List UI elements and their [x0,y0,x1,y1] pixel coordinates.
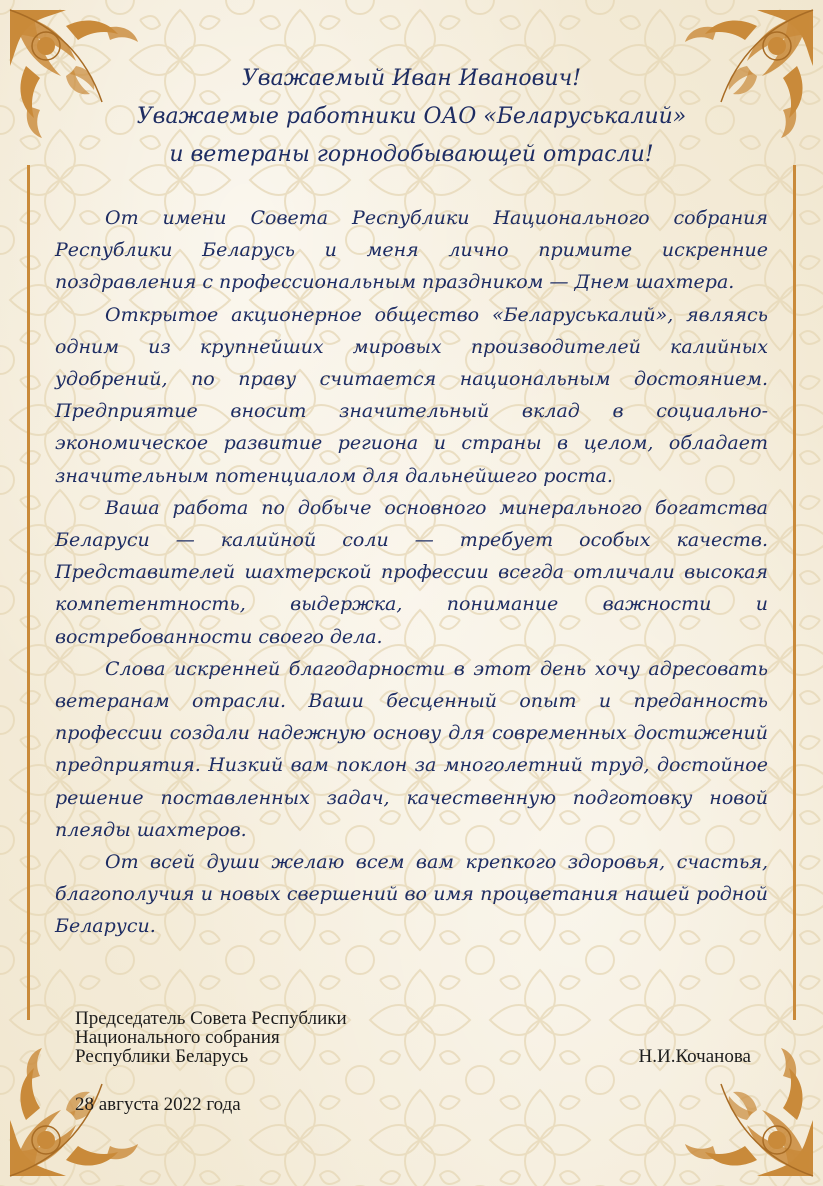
border-line-left [27,165,30,1020]
letter-date: 28 августа 2022 года [75,1094,241,1115]
signature-title-line-3: Республики Беларусь [75,1046,249,1067]
signature-title-line-1: Председатель Совета Республики [75,1008,347,1029]
letter-body [55,202,768,943]
paragraph: Слова искренней благодарности в этот день хочу адресовать ветеранам отрасли. Ваши бесценный опыт и преданность профессии создали надежную основу для современных достижений предприятия. Низкий вам поклон за многолетний труд, достойное решение поставленных задач, качественную подготовку новой плеяды шахтеров. [55,657,768,841]
paragraph: От имени Совета Республики Национального собрания Республики Беларусь и меня лично примите искренние поздравления с профессиональным праздником — Днем шахтера. [55,207,768,294]
heading-line-3: и ветераны горнодобывающей отрасли! [169,142,654,167]
signature-title-line-2: Национального собрания [75,1027,280,1048]
paragraph: Открытое акционерное общество «Беларуськалий», являясь одним из крупнейших мировых производителей калийных удобрений, по праву считается национальным достоянием. Предприятие вносит значительный вклад в социально-экономическое развитие региона и страны в целом, обладает значительным потенциалом для дальнейшего роста. [55,303,768,487]
letter-heading [60,60,763,174]
heading-line-2: Уважаемые работники ОАО «Беларуськалий» [136,104,687,129]
heading-line-1: Уважаемый Иван Иванович! [241,66,582,91]
paragraph: Ваша работа по добыче основного минерального богатства Беларуси — калийной соли — требует особых качеств. Представителей шахтерской профессии всегда отличали высокая компетентность, выдержка, понимание важности и востребованности своего дела. [55,496,768,648]
signature-title [75,1009,347,1066]
paragraph: От всей души желаю всем вам крепкого здоровья, счастья, благополучия и новых свершений во имя процветания нашей родной Беларуси. [55,851,768,938]
border-line-right [793,165,796,1020]
signatory-name: Н.И.Кочанова [638,1046,751,1067]
